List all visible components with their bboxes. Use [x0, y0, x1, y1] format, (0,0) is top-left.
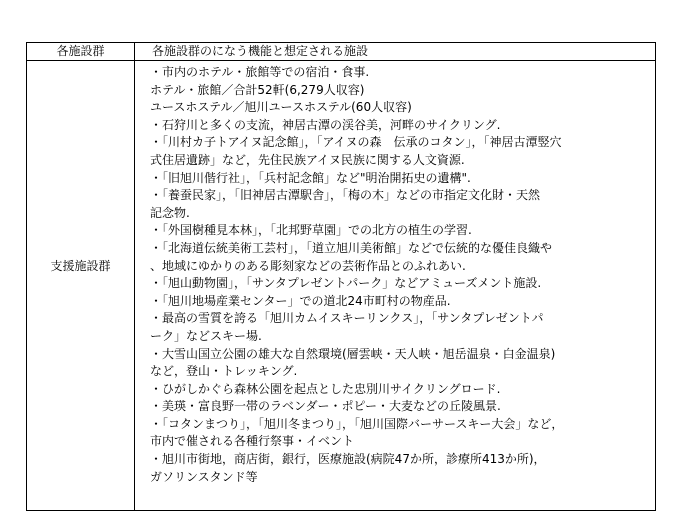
column-divider: [134, 43, 135, 510]
category-label: 支援施設群: [50, 259, 111, 273]
text-line: 、地域にゆかりのある彫刻家などの芸術作品とのふれあい.: [150, 258, 466, 273]
text-line: ユースホステル／旭川ユースホステル(60人収容): [150, 100, 412, 115]
text-line: ・市内のホテル・旅館等での宿泊・食事.: [150, 65, 370, 79]
text-line: 記念物.: [150, 205, 190, 220]
facility-table: [26, 42, 656, 511]
text-line: ・ひがしかぐら森林公園を起点とした忠別川サイクリングロード.: [150, 381, 501, 396]
text-line: ガソリンスタンド等: [150, 469, 258, 484]
text-line: ・「旭川地場産業センター」での道北24市町村の物産品.: [150, 293, 451, 308]
header-category: 各施設群: [56, 44, 105, 58]
text-line: ・「北海道伝統美術工芸村」，「道立旭川美術館」などで伝統的な優佳良織や: [150, 240, 553, 255]
text-line: 市内で催される各種行祭事・イベント: [150, 434, 355, 449]
text-line: ・「養蚕民家」，「旧神居古潭駅舎」，「梅の木」などの市指定文化財・天然: [150, 188, 541, 203]
text-line: ・「外国樹種見本林」，「北邦野草園」での北方の植生の学習.: [150, 223, 472, 238]
text-line: など，登山・トレッキング.: [150, 364, 298, 379]
text-line: ・最高の雪質を誇る「旭川カムイスキーリンクス」，「サンタプレゼントパ: [150, 311, 544, 326]
text-line: ・大雪山国立公園の雄大な自然環境(層雲峡・天人峡・旭岳温泉・白金温泉): [150, 346, 556, 361]
text-line: ・石狩川と多くの支流，神居古潭の渓谷美，河畔のサイクリング.: [150, 117, 501, 132]
header-row-divider: [27, 60, 655, 61]
text-line: ーク」などスキー場.: [150, 328, 262, 343]
text-line: ・「コタンまつり」，「旭川冬まつり」，「旭川国際バーサースキー大会」など，: [150, 416, 564, 431]
text-line: 式住居遺跡」など，先住民族アイヌ民族に関する人文資源.: [150, 152, 465, 167]
functions-cell: [150, 64, 650, 486]
text-line: ・美瑛・富良野一帯のラベンダー・ポピー・大麦などの丘陵風景.: [150, 399, 501, 414]
header-functions: 各施設群のになう機能と想定される施設: [152, 44, 369, 58]
text-line: ・旭川市街地，商店街，銀行，医療施設(病院47か所，診療所413か所)，: [150, 452, 546, 467]
text-line: ・「川村カ子トアイヌ記念館」，「アイヌの森 伝承のコタン」，「神居古潭竪穴: [150, 135, 562, 150]
text-line: ・「旭山動物園」，「サンタプレゼントパーク」などアミューズメント施設.: [150, 276, 542, 291]
text-line: ホテル・旅館／合計52軒(6,279人収容): [150, 82, 365, 97]
text-line: ・「旧旭川偕行社」，「兵村記念館」など"明治開拓史の遺構".: [150, 170, 471, 185]
